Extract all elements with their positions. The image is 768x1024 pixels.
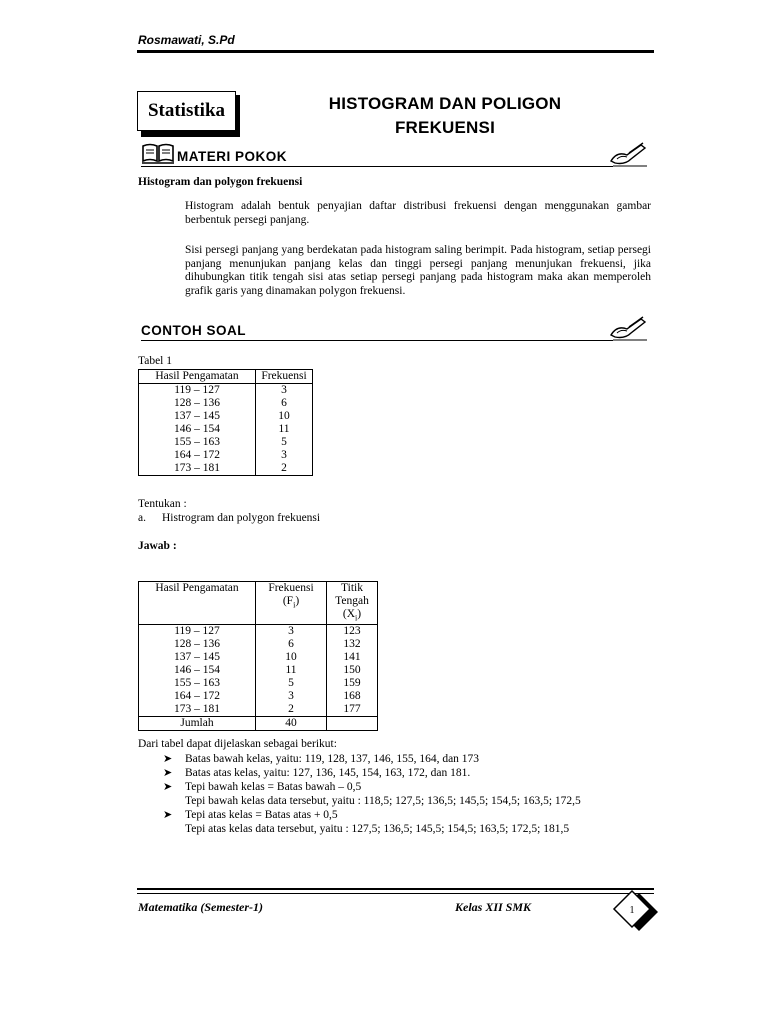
arrow-bullet-icon: ➤ <box>163 809 173 821</box>
table2-header-hasil-text: Hasil Pengamatan <box>155 582 239 594</box>
table-cell: 6 <box>256 638 327 651</box>
title-line-1: HISTOGRAM DAN POLIGON <box>328 94 562 113</box>
table-cell: 5 <box>256 436 313 449</box>
fi-subscript: i <box>293 600 296 610</box>
task-item-text: Histrogram dan polygon frekuensi <box>162 512 321 524</box>
table-cell: 3 <box>256 449 313 462</box>
table-cell: 155 – 163 <box>139 677 256 690</box>
table1-header-hasil: Hasil Pengamatan <box>139 370 256 384</box>
writing-hand-icon <box>607 315 651 343</box>
table-cell: 11 <box>256 664 327 677</box>
table-cell: 177 <box>327 703 378 717</box>
table-cell: 3 <box>256 690 327 703</box>
bullet-detail: Tepi atas kelas data tersebut, yaitu : 127,5; 136,5; 145,5; 154,5; 163,5; 172,5; 181,5 <box>185 823 570 835</box>
title-line-2: FREKUENSI <box>394 118 496 137</box>
xi-symbol: (X <box>342 608 356 620</box>
table1-header-row <box>139 370 313 384</box>
table2-header-frekuensi <box>256 582 327 625</box>
table2-total-row <box>139 717 378 731</box>
footer-subject: Matematika (Semester-1) <box>138 900 263 914</box>
table2-header-row <box>139 582 378 625</box>
table-row <box>139 410 313 423</box>
contoh-rule <box>141 340 613 341</box>
table-row <box>139 625 378 639</box>
footer-rule <box>137 888 654 890</box>
table-row <box>139 677 378 690</box>
table2 <box>138 581 378 731</box>
table-cell: 155 – 163 <box>139 436 256 449</box>
bullet-text: Tepi atas kelas = Batas atas + 0,5 <box>185 809 338 821</box>
author-name: Rosmawati, S.Pd <box>138 33 235 47</box>
table1-caption: Tabel 1 <box>138 355 173 367</box>
table-row <box>139 703 378 717</box>
arrow-bullet-icon: ➤ <box>163 781 173 793</box>
writing-hand-icon <box>607 141 651 169</box>
task-item-marker: a. <box>138 512 146 524</box>
xi-subscript: i <box>355 613 358 623</box>
table2-header-titik-line2: Tengah <box>335 595 369 607</box>
materi-paragraph-2: Sisi persegi panjang yang berdekatan pada histogram saling berimpit. Pada histogram, setiap persegi panjang menunjukan panjang kelas dan tinggi persegi panjang menunjukan frekuensi, jika dihubungkan titik tengah sisi atas setiap persegi panjang pada histogram maka akan memperoleh grafik garis yang dinamakan polygon frekuensi. <box>185 244 651 297</box>
table-cell: 164 – 172 <box>139 690 256 703</box>
page-number-badge <box>612 889 658 935</box>
table-row <box>139 449 313 462</box>
table-cell: 146 – 154 <box>139 664 256 677</box>
page-number: 1 <box>629 905 635 916</box>
materi-subtitle: Histogram dan polygon frekuensi <box>138 176 303 188</box>
table-cell: 6 <box>256 397 313 410</box>
table2-header-frekuensi-line1: Frekuensi <box>268 582 314 594</box>
table-cell: 5 <box>256 677 327 690</box>
table-row <box>139 651 378 664</box>
task-item <box>138 512 320 524</box>
table-cell: 141 <box>327 651 378 664</box>
table-cell: 137 – 145 <box>139 410 256 423</box>
table-cell: 119 – 127 <box>139 384 256 398</box>
table-cell: 173 – 181 <box>139 703 256 717</box>
table-cell: 10 <box>256 410 313 423</box>
fi-symbol: (F <box>282 595 294 607</box>
table-cell: 119 – 127 <box>139 625 256 639</box>
list-item <box>163 780 581 794</box>
list-item <box>163 752 581 766</box>
bullet-text: Batas atas kelas, yaitu: 127, 136, 145, 154, 163, 172, dan 181. <box>185 767 471 779</box>
footer-class: Kelas XII SMK <box>455 900 532 914</box>
explanation-intro: Dari tabel dapat dijelaskan sebagai berikut: <box>138 738 337 750</box>
table-cell: 2 <box>256 462 313 476</box>
list-item <box>163 766 581 780</box>
contoh-heading: CONTOH SOAL <box>141 323 247 338</box>
table-row <box>139 384 313 398</box>
table2-header-titik-line3: $(X_i)$ <box>342 608 362 623</box>
table-row <box>139 423 313 436</box>
table-cell: 2 <box>256 703 327 717</box>
table-row <box>139 638 378 651</box>
list-item <box>163 808 581 822</box>
table1 <box>138 369 313 476</box>
table2-header-titik-tengah <box>327 582 378 625</box>
materi-heading: MATERI POKOK <box>177 149 287 164</box>
topic-box: Statistika <box>137 91 236 131</box>
table-cell: 128 – 136 <box>139 638 256 651</box>
table-cell: 3 <box>256 625 327 639</box>
table-row <box>139 436 313 449</box>
table-cell: 173 – 181 <box>139 462 256 476</box>
task-label: Tentukan : <box>138 498 187 510</box>
footer-rule-thin <box>137 893 654 894</box>
table-cell: 3 <box>256 384 313 398</box>
table-cell: 123 <box>327 625 378 639</box>
table-row <box>139 397 313 410</box>
total-value: 40 <box>256 717 327 731</box>
explanation-list <box>163 752 581 836</box>
book-icon <box>141 142 175 164</box>
table-row <box>139 664 378 677</box>
table2-header-frekuensi-line2: $(F_i)$ <box>282 595 300 610</box>
table-cell: 146 – 154 <box>139 423 256 436</box>
table2-header-titik-line1: Titik <box>341 582 363 594</box>
materi-rule <box>141 166 613 167</box>
table1-header-frekuensi: Frekuensi <box>256 370 313 384</box>
table-row <box>139 690 378 703</box>
materi-paragraph-1: Histogram adalah bentuk penyajian daftar distribusi frekuensi dengan menggunakan gambar berbentuk persegi panjang. <box>185 200 651 226</box>
table-row <box>139 462 313 476</box>
page-title <box>285 92 605 140</box>
arrow-bullet-icon: ➤ <box>163 753 173 765</box>
table-cell: 159 <box>327 677 378 690</box>
table-cell: 137 – 145 <box>139 651 256 664</box>
table-cell: 168 <box>327 690 378 703</box>
table-cell: 132 <box>327 638 378 651</box>
table-cell: 164 – 172 <box>139 449 256 462</box>
arrow-bullet-icon: ➤ <box>163 767 173 779</box>
table-cell: 128 – 136 <box>139 397 256 410</box>
bullet-text: Batas bawah kelas, yaitu: 119, 128, 137, 146, 155, 164, dan 173 <box>185 753 480 765</box>
header-rule <box>137 50 654 53</box>
table-cell: 10 <box>256 651 327 664</box>
jawab-label: Jawab : <box>138 540 177 552</box>
total-empty-cell <box>327 717 378 731</box>
table-cell: 150 <box>327 664 378 677</box>
bullet-detail: Tepi bawah kelas data tersebut, yaitu : 118,5; 127,5; 136,5; 145,5; 154,5; 163,5; 172,5 <box>185 795 581 807</box>
total-label: Jumlah <box>139 717 256 731</box>
table2-header-hasil <box>139 582 256 625</box>
bullet-text: Tepi bawah kelas = Batas bawah – 0,5 <box>185 781 362 793</box>
table-cell: 11 <box>256 423 313 436</box>
